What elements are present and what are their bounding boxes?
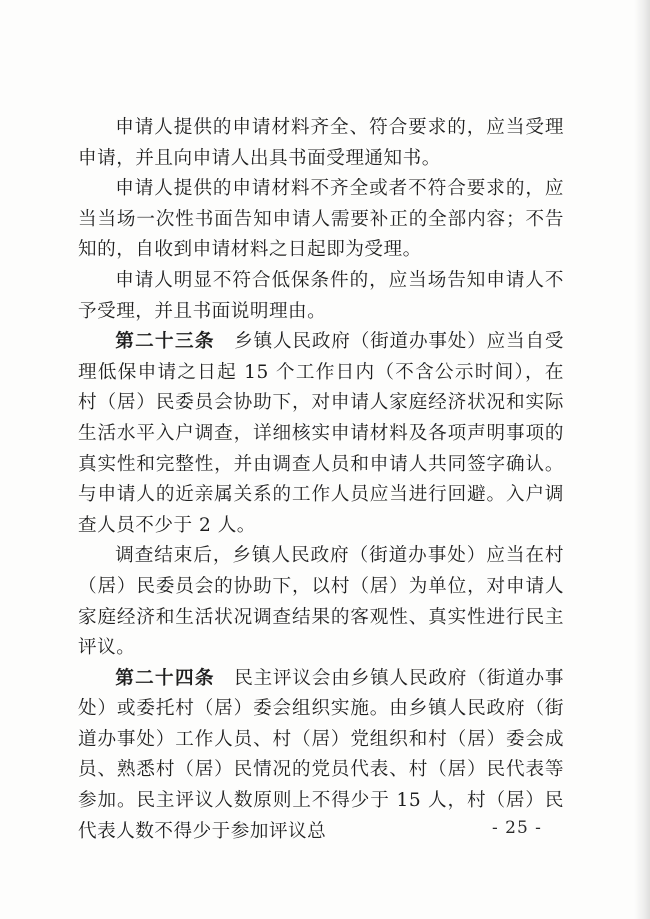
- paragraph-accept-application: [78, 113, 564, 174]
- paragraph-text: 乡镇人民政府（街道办事处）应当自受理低保申请之日起 15 个工作日内（不含公示时间），在村（居）民委员会协助下，对申请人家庭经济状况和实际生活水平入户调查，详细核实申请材料及各项声明事项的真实性和完整性，并由调查人员和申请人共同签字确认。与申请人的近亲属关系的工作人员应当进行回避。入户调查人员不少于 2 人。: [78, 331, 564, 536]
- paragraph-text: 申请人明显不符合低保条件的，应当场告知申请人不予受理，并且书面说明理由。: [78, 269, 564, 322]
- paragraph-text: 调查结束后，乡镇人民政府（街道办事处）应当在村（居）民委员会的协助下，以村（居）为单位，对申请人家庭经济和生活状况调查结果的客观性、真实性进行民主评议。: [78, 545, 564, 659]
- paragraph-text: 申请人提供的申请材料不齐全或者不符合要求的，应当当场一次性书面告知申请人需要补正的全部内容；不告知的，自收到申请材料之日起即为受理。: [78, 178, 564, 261]
- paragraph-article-23: [78, 327, 564, 541]
- paragraph-incomplete-materials: [78, 174, 564, 266]
- paragraph-democratic-review: [78, 541, 564, 663]
- paragraph-not-eligible: [78, 266, 564, 327]
- article-24-heading: 第二十四条: [115, 667, 215, 689]
- paragraph-text: 申请人提供的申请材料齐全、符合要求的，应当受理申请，并且向申请人出具书面受理通知书。: [78, 117, 564, 169]
- document-body: [78, 113, 564, 847]
- article-23-heading: 第二十三条: [115, 331, 215, 353]
- paragraph-text: 民主评议会由乡镇人民政府（街道办事处）或委托村（居）委会组织实施。由乡镇人民政府（街道办事处）工作人员、村（居）党组织和村（居）委会成员、熟悉村（居）民情况的党员代表、村（居）民代表等参加。民主评议人数原则上不得少于 15 人，村（居）民代表人数不得少于参加评议总: [78, 667, 564, 842]
- scan-edge-shadow: [634, 0, 650, 919]
- page-number: - 25 -: [492, 818, 542, 838]
